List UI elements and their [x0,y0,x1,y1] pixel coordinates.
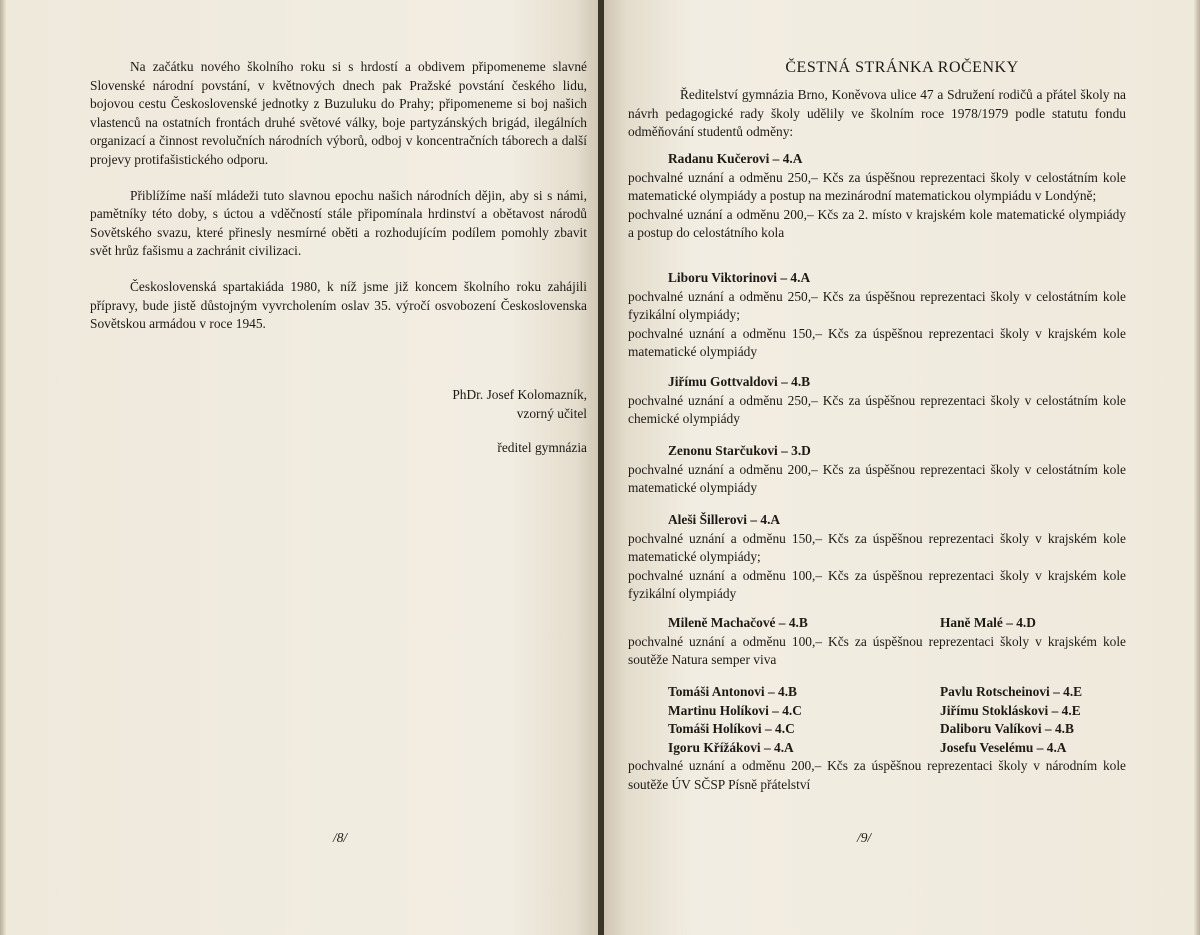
award-text: pochvalné uznání a odměnu 250,– Kčs za úspěšnou reprezentaci školy v celostátním kole matematické olympiády a postup na mezinárodní matematickou olympiádu v Londýně; [628,169,1126,204]
recipient-name: Josefu Veselému – 4.A [940,739,1067,755]
award-text: pochvalné uznání a odměnu 250,– Kčs za úspěšnou reprezentaci školy v celostátním kole fyzikální olympiády; [628,288,1126,323]
recipient-name: Jiřímu Stokláskovi – 4.E [940,702,1081,718]
signature-name: PhDr. Josef Kolomazník, [452,387,587,402]
recipient-name: Igoru Křížákovi – 4.A [668,739,794,755]
award-entry [628,150,1126,243]
paragraph: Československá spartakiáda 1980, k níž jsme již koncem školního roku zahájili přípravy, bude jistě důstojným vyvrcholením oslav 35. výročí osvobození Československa Sovětskou armádou v roce 1945. [90,278,587,332]
recipient-row [628,683,1126,702]
award-entry [628,373,1126,429]
signature-role: ředitel gymnázia [497,440,587,455]
award-text: pochvalné uznání a odměnu 200,– Kčs za úspěšnou reprezentaci školy v celostátním kole matematické olympiády [628,461,1126,496]
recipient-row [628,739,1126,758]
recipient-row [628,720,1126,739]
award-text: pochvalné uznání a odměnu 150,– Kčs za úspěšnou reprezentaci školy v krajském kole matematické olympiády; [628,530,1126,565]
award-entry [628,511,1126,604]
intro-text: Ředitelství gymnázia Brno, Koněvova ulice 47 a Sdružení rodičů a přátel školy na návrh pedagogické rady školy udělily ve školním roce 1978/1979 podle statutu fondu odměňování studentů odměny: [628,87,1126,140]
recipient-name: Mileně Machačové – 4.B [668,615,808,630]
recipient-name: Jiřímu Gottvaldovi – 4.B [668,374,811,389]
page-edge [0,0,6,935]
recipient-name: Liboru Viktorinovi – 4.A [668,270,811,285]
recipient-name: Tomáši Holíkovi – 4.C [668,721,795,737]
award-text: pochvalné uznání a odměnu 200,– Kčs za 2. místo v krajském kole matematické olympiády a postup do celostátního kola [628,206,1126,241]
page-number-left: /8/ [333,830,348,845]
page-number-right: /9/ [857,830,872,845]
page-edge [1194,0,1200,935]
award-text: pochvalné uznání a odměnu 200,– Kčs za úspěšnou reprezentaci školy v národním kole soutěže ÚV SČSP Písně přátelství [628,758,1126,792]
recipient-name: Tomáši Antonovi – 4.B [668,684,797,699]
award-text: pochvalné uznání a odměnu 100,– Kčs za úspěšnou reprezentaci školy v krajském kole soutěže Natura semper viva [628,633,1126,668]
recipient-name: Zenonu Starčukovi – 3.D [668,443,811,458]
recipient-row [628,702,1126,721]
signature-title: vzorný učitel [516,405,587,421]
paragraph: Přiblížíme naší mládeži tuto slavnou epochu našich národních dějin, aby si s námi, pamětníky této doby, s úctou a vděčností stále připomínala hrdinství a obětavost národů Sovětského svazu, které přinesly nesmírné oběti a rozhodujícím podílem pomohly zbavit svět hrůz fašismu a zachránit civilizaci. [90,187,587,259]
recipient-name: Haně Malé – 4.D [940,615,1036,630]
award-entry-group [628,683,1126,795]
recipient-name: Pavlu Rotscheinovi – 4.E [940,684,1083,699]
paragraph: Na začátku nového školního roku si s hrdostí a obdivem připomeneme slavné Slovenské národní povstání, v květnových dnech pak Pražské povstání českého lidu, bojovou cestu Československé jednotky z Buzuluku do Prahy; připomeneme si boj našich vlastenců na ostatních frontách druhé světové války, boje partyzánských brigád, ilegálních organizací a činnost revolučních národních výborů, odboj v koncentračních táborech a další projevy protifašistického odporu. [90,59,587,167]
recipient-name: Aleši Šillerovi – 4.A [668,512,781,527]
award-entry [628,442,1126,498]
award-entry-pair [628,614,1126,670]
recipient-name: Martinu Holíkovi – 4.C [668,702,802,718]
award-text: pochvalné uznání a odměnu 250,– Kčs za úspěšnou reprezentaci školy v celostátním kole chemické olympiády [628,392,1126,427]
award-entry [628,269,1126,362]
recipient-name: Daliboru Valíkovi – 4.B [940,721,1074,737]
signature-block [300,386,587,423]
page-title: ČESTNÁ STRÁNKA ROČENKY [785,59,1019,76]
award-text: pochvalné uznání a odměnu 150,– Kčs za úspěšnou reprezentaci školy v krajském kole matematické olympiády [628,325,1126,360]
award-text: pochvalné uznání a odměnu 100,– Kčs za úspěšnou reprezentaci školy v krajském kole fyzikální olympiády [628,567,1126,602]
recipient-name: Radanu Kučerovi – 4.A [668,151,803,166]
left-page-body [90,58,587,334]
recipient-row [628,614,1126,633]
intro-paragraph [628,86,1126,142]
